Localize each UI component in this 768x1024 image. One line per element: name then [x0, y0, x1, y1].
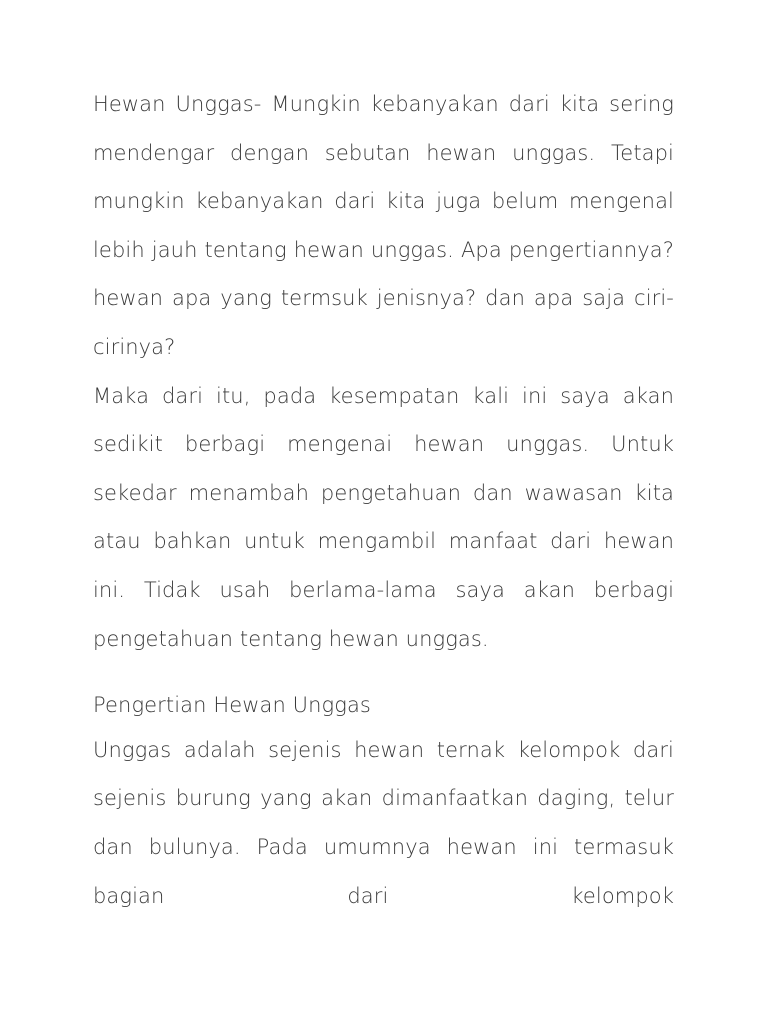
definition-paragraph: Unggas adalah sejenis hewan ternak kelompok dari sejenis burung yang akan dimanfaatkan daging, telur dan bulunya. Pada umumnya hewan ini termasuk bagian dari kelompok: [93, 737, 674, 908]
section-heading: Pengertian Hewan Unggas: [93, 693, 371, 718]
intro-paragraph: Hewan Unggas- Mungkin kebanyakan dari kita sering mendengar dengan sebutan hewan unggas. Tetapi mungkin kebanyakan dari kita juga belum mengenal lebih jauh tentang hewan unggas. Apa pengertiannya? hewan apa yang termsuk jenisnya? dan apa saja ciri-cirinya?: [93, 92, 674, 359]
purpose-paragraph: Maka dari itu, pada kesempatan kali ini saya akan sedikit berbagi mengenai hewan unggas. Untuk sekedar menambah pengetahuan dan wawasan kita atau bahkan untuk mengambil manfaat dari hewan ini. Tidak usah berlama-lama saya akan berbagi pengetahuan tentang hewan unggas.: [93, 383, 674, 651]
document-page: [93, 80, 674, 920]
